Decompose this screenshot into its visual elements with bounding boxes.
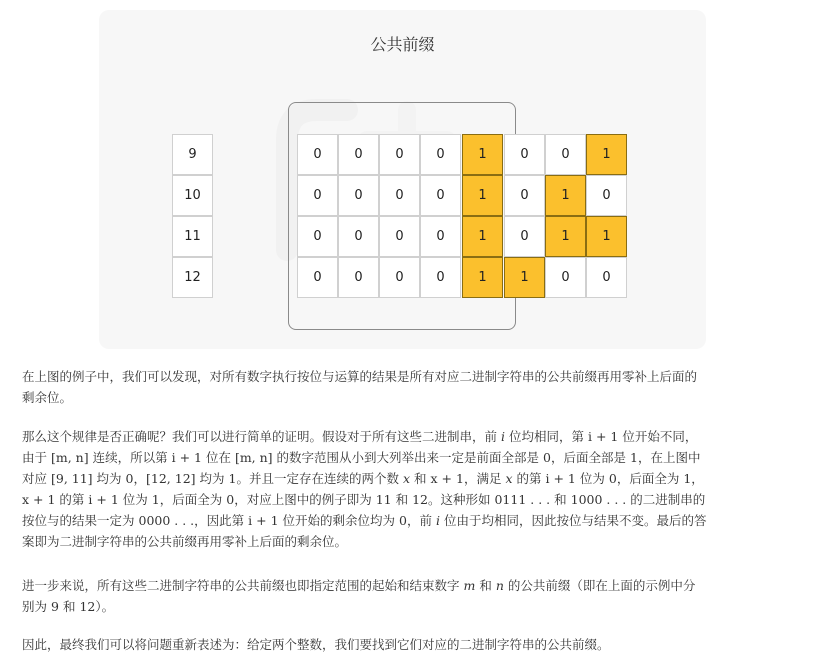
text: 对应 [22, 471, 48, 486]
text: 位为 [122, 492, 148, 507]
text: 由于 [22, 450, 48, 465]
math: n [495, 578, 504, 593]
text: 进一步来说，所有这些二进制字符串的公共前缀也即指定范围的起始和结束数字 [22, 578, 460, 593]
text: 位均相同，第 [508, 429, 584, 444]
paragraph-proof [22, 426, 797, 552]
bit-cell-highlighted: 1 [462, 175, 503, 216]
text: 的第 [516, 471, 542, 486]
text: 。并且一定存在连续的两个数 [236, 471, 399, 486]
math: 1 [630, 450, 638, 465]
math: 1 [228, 471, 237, 486]
figure-title: 公共前缀 [370, 35, 435, 54]
text: 的二进制串的 [630, 492, 706, 507]
text: ， [691, 471, 704, 486]
bit-cell: 0 [297, 134, 338, 175]
text: 均为 [96, 471, 122, 486]
math: 0 [608, 471, 617, 486]
text: 别为 [22, 599, 48, 614]
math: 12 [412, 492, 428, 507]
text: 和 [62, 599, 76, 614]
math: [m, n] [51, 450, 89, 465]
text: 按位与的结果一定为 [22, 513, 135, 528]
bit-cell: 0 [338, 175, 379, 216]
bit-cell: 0 [297, 216, 338, 257]
bit-cell: 0 [379, 257, 420, 298]
bit-cell: 0 [297, 257, 338, 298]
bit-cell: 0 [297, 175, 338, 216]
text: 位在 [205, 450, 231, 465]
text: 的公共前缀（即在上面的示例中分 [507, 578, 696, 593]
text: 在上图的例子中，我们可以发现，对所有数字执行按位与运算的结果是所有对应二进制字符串的公共前缀再用零补上后面的 [22, 369, 698, 384]
text: 位开始不同， [622, 429, 698, 444]
bit-cell: 0 [379, 216, 420, 257]
text: 的第 [59, 492, 85, 507]
text: ，对应上图中的例子即为 [234, 492, 372, 507]
text: ）。 [95, 599, 115, 614]
math: x + 1 [22, 492, 56, 507]
bit-cell: 0 [420, 216, 461, 257]
bit-cell: 0 [338, 216, 379, 257]
math: x [402, 471, 411, 486]
bit-cell: 0 [379, 134, 420, 175]
math: 0000 . . . [138, 513, 195, 528]
number-cell-10: 10 [172, 175, 213, 216]
bit-cell-highlighted: 1 [586, 216, 627, 257]
text: 连续，所以第 [92, 450, 168, 465]
text: 位由于均相同，因此按位与结果不变。最后的答 [443, 513, 707, 528]
text: 位为 [579, 471, 605, 486]
bit-cell: 0 [420, 257, 461, 298]
math: i + 1 [545, 471, 576, 486]
text: 。这种形如 [427, 492, 491, 507]
text: ，后面全为 [159, 492, 223, 507]
math: 1000 . . . [570, 492, 627, 507]
bit-cell-highlighted: 1 [545, 175, 586, 216]
math: [9, 11] [51, 471, 93, 486]
text: ， [133, 471, 147, 486]
math: 0 [543, 450, 551, 465]
bit-cell: 0 [545, 257, 586, 298]
math: i + 1 [248, 513, 279, 528]
text: 剩余位。 [22, 390, 73, 405]
math: [m, n] [234, 450, 273, 465]
math: i [501, 429, 505, 444]
bit-cell: 0 [545, 134, 586, 175]
bit-cell-highlighted: 1 [586, 134, 627, 175]
paragraph-conclusion [22, 634, 797, 655]
number-cell-11: 11 [172, 216, 213, 257]
paragraph-common-prefix [22, 575, 797, 617]
bit-cell: 0 [504, 134, 545, 175]
text: 的数字范围从小到大列举出来一定是前面全部是 [276, 450, 540, 465]
bit-cell: 0 [586, 257, 627, 298]
number-cell-12: 12 [172, 257, 213, 298]
math: 0 [399, 513, 407, 528]
bit-cell: 0 [504, 175, 545, 216]
math: i + 1 [88, 492, 119, 507]
math: 0111 . . . [494, 492, 551, 507]
text: 那么这个规律是否正确呢？我们可以进行简单的证明。假设对于所有这些二进制串，前 [22, 429, 498, 444]
bit-cell-highlighted: 1 [462, 257, 503, 298]
text: 位开始的剩余位均为 [282, 513, 396, 528]
bit-cell: 0 [338, 134, 379, 175]
bit-cell: 0 [338, 257, 379, 298]
math: [12, 12] [146, 471, 196, 486]
text: ，后面全为 [616, 471, 680, 486]
bit-cell: 0 [586, 175, 627, 216]
bit-cell: 0 [379, 175, 420, 216]
math: i + 1 [587, 429, 619, 444]
math: 0 [226, 492, 235, 507]
text: 和 [414, 471, 427, 486]
bit-cell: 0 [420, 175, 461, 216]
math: m [463, 578, 476, 593]
text: 均为 [199, 471, 225, 486]
math: 1 [683, 471, 692, 486]
math: 1 [151, 492, 160, 507]
text: 案即为二进制字符串的公共前缀再用零补上后面的剩余位。 [22, 534, 348, 549]
bit-cell-highlighted: 1 [462, 134, 503, 175]
bit-cell-highlighted: 1 [545, 216, 586, 257]
math: x [505, 471, 513, 486]
paragraph-observation [22, 366, 797, 408]
text: ，后面全部是 [551, 450, 627, 465]
math: x + 1 [430, 471, 464, 486]
bit-cell-highlighted: 1 [462, 216, 503, 257]
text: 和 [395, 492, 409, 507]
prefix-figure [99, 10, 706, 349]
text: 因此，最终我们可以将问题重新表述为：给定两个整数，我们要找到它们对应的二进制字符串的公共前缀。 [22, 637, 610, 652]
math: 12 [79, 599, 96, 614]
text: ，在上图中 [637, 450, 701, 465]
math: i [435, 513, 440, 528]
bit-cell: 0 [504, 216, 545, 257]
text: 和 [554, 492, 567, 507]
number-cell-9: 9 [172, 134, 213, 175]
math: i + 1 [171, 450, 202, 465]
math: 9 [51, 599, 59, 614]
text: ，满足 [463, 471, 502, 486]
text: 和 [479, 578, 492, 593]
text: ，前 [406, 513, 432, 528]
math: 11 [375, 492, 392, 507]
bit-cell-highlighted: 1 [504, 257, 545, 298]
math: 0 [125, 471, 134, 486]
bit-cell: 0 [420, 134, 461, 175]
text: ，因此第 [194, 513, 245, 528]
